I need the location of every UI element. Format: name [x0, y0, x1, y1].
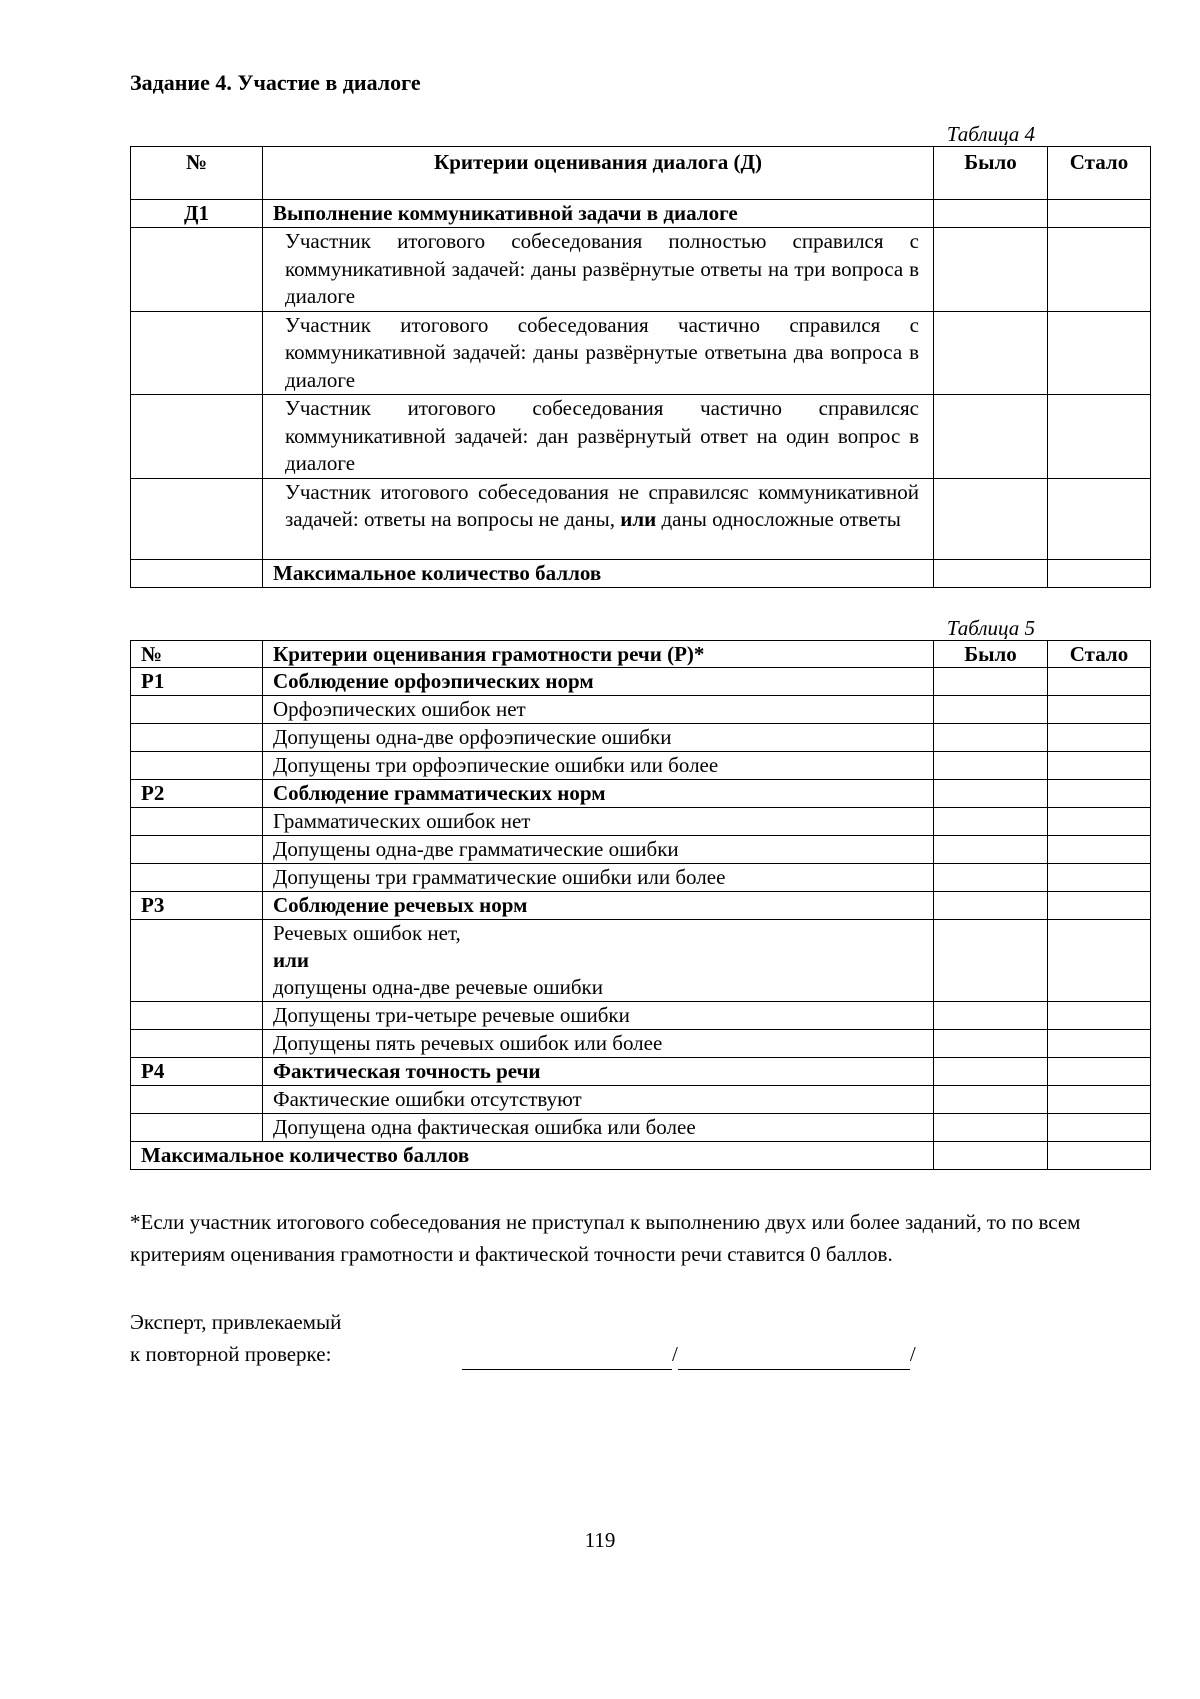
table4-header-was: Было: [934, 147, 1048, 200]
table4-cell-num: [131, 559, 263, 587]
table5-cell-num: [131, 751, 263, 779]
table5-cell-was: [934, 1085, 1048, 1113]
table5-group-row: [131, 667, 1151, 695]
table4-cell-was: [934, 478, 1048, 559]
table5-item-row: [131, 695, 1151, 723]
table4-cell-now: [1048, 478, 1151, 559]
table5-cell-now: [1048, 751, 1151, 779]
table4-criterion-row: [131, 311, 1151, 395]
table5-cell-now: [1048, 891, 1151, 919]
table5-cell-num: [131, 1029, 263, 1057]
table4-section-row: [131, 200, 1151, 228]
table4-header-num: №: [131, 147, 263, 200]
table5-speech-criteria: [130, 640, 1151, 1170]
table5-item-text: Допущены пять речевых ошибок или более: [263, 1029, 934, 1057]
table5-header-was: Было: [934, 640, 1048, 667]
table5-header-now: Стало: [1048, 640, 1151, 667]
table5-cell-was: [934, 695, 1048, 723]
criterion-text-part: даны односложные ответы: [656, 507, 901, 532]
table5-cell-num: [131, 835, 263, 863]
document-page: [130, 70, 1150, 1376]
table5-cell-now: [1048, 919, 1151, 1001]
table4-cell-was: [934, 200, 1048, 228]
table4-cell-now: [1048, 559, 1151, 587]
expert-label-line2: к повторной проверке:: [130, 1341, 332, 1366]
table4-criterion-row: [131, 228, 1151, 312]
table5-header-num: №: [131, 640, 263, 667]
table5-item-row: [131, 863, 1151, 891]
table4-criterion-text: Участник итогового собеседования частично справилсяс коммуникативной задачей: дан развёрнутый ответ на один вопрос в диалоге: [263, 395, 934, 479]
table5-item-row: [131, 1029, 1151, 1057]
table5-cell-was: [934, 779, 1048, 807]
table4-header-criteria: Критерии оценивания диалога (Д): [263, 147, 934, 200]
table5-group-title: Соблюдение речевых норм: [263, 891, 934, 919]
table5-group-code: Р3: [131, 891, 263, 919]
table4-section-code: Д1: [131, 200, 263, 228]
table5-item-row: [131, 751, 1151, 779]
table5-item-text: Допущена одна фактическая ошибка или более: [263, 1113, 934, 1141]
table5-item-text: Допущены одна-две грамматические ошибки: [263, 835, 934, 863]
table5-cell-was: [934, 807, 1048, 835]
table5-item-row: [131, 723, 1151, 751]
table5-caption: Таблица 5: [946, 615, 1035, 640]
table5-item-row: [131, 1001, 1151, 1029]
table5-item-row: [131, 807, 1151, 835]
table5-cell-was: [934, 751, 1048, 779]
item-line: допущены одна-две речевые ошибки: [273, 974, 604, 999]
table5-cell-num: [131, 1085, 263, 1113]
name-field: [678, 1345, 910, 1370]
table4-cell-now: [1048, 311, 1151, 395]
table5-cell-num: [131, 807, 263, 835]
table5-cell-was: [934, 1113, 1048, 1141]
table4-cell-was: [934, 228, 1048, 312]
table5-item-text: Допущены три грамматические ошибки или более: [263, 863, 934, 891]
table4-cell-num: [131, 228, 263, 312]
table4-dialog-criteria: [130, 146, 1151, 588]
table5-group-title: Соблюдение грамматических норм: [263, 779, 934, 807]
table5-item-text: Фактические ошибки отсутствуют: [263, 1085, 934, 1113]
table5-cell-was: [934, 919, 1048, 1001]
table5-cell-num: [131, 919, 263, 1001]
table4-max-label: Максимальное количество баллов: [263, 559, 934, 587]
table5-cell-was: [934, 835, 1048, 863]
table5-cell-was: [934, 863, 1048, 891]
table5-item-text: Допущены три-четыре речевые ошибки: [263, 1001, 934, 1029]
table4-cell-was: [934, 395, 1048, 479]
table5-cell-now: [1048, 1085, 1151, 1113]
table5-item-row: [131, 1085, 1151, 1113]
table5-item-text: Допущены одна-две орфоэпические ошибки: [263, 723, 934, 751]
table4-cell-num: [131, 395, 263, 479]
table5-cell-now: [1048, 667, 1151, 695]
table5-max-row: [131, 1141, 1151, 1169]
table5-cell-was: [934, 1029, 1048, 1057]
table5-cell-was: [934, 723, 1048, 751]
table5-cell-now: [1048, 695, 1151, 723]
table4-header-now: Стало: [1048, 147, 1151, 200]
table5-header-row: [131, 640, 1151, 667]
table4-cell-now: [1048, 228, 1151, 312]
table5-cell-now: [1048, 1113, 1151, 1141]
table5-cell-now: [1048, 807, 1151, 835]
table4-section-title: Выполнение коммуникативной задачи в диалоге: [263, 200, 934, 228]
table5-max-label: Максимальное количество баллов: [131, 1141, 934, 1169]
table5-group-row: [131, 891, 1151, 919]
table4-cell-now: [1048, 395, 1151, 479]
criterion-text-or: или: [620, 507, 657, 532]
signature-field: [462, 1345, 672, 1370]
table4-criterion-text: [263, 478, 934, 559]
table5-item-row: [131, 835, 1151, 863]
table5-group-row: [131, 1057, 1151, 1085]
table4-max-row: [131, 559, 1151, 587]
footnote: *Если участник итогового собеседования не приступал к выполнению двух или более заданий, то по всем критериям оценивания грамотности и фактической точности речи ставится 0 баллов.: [130, 1209, 1081, 1266]
table5-group-row: [131, 779, 1151, 807]
table4-cell-num: [131, 311, 263, 395]
table4-criterion-text: Участник итогового собеседования частично справился с коммуникативной задачей: даны развёрнутые ответына два вопроса в диалоге: [263, 311, 934, 395]
table5-cell-now: [1048, 723, 1151, 751]
table4-criterion-row: [131, 395, 1151, 479]
page-number: 119: [584, 1528, 616, 1552]
table5-cell-now: [1048, 1057, 1151, 1085]
table5-group-code: Р2: [131, 779, 263, 807]
table5-cell-now: [1048, 1001, 1151, 1029]
table5-cell-was: [934, 1141, 1048, 1169]
expert-signature-block: [130, 1306, 1150, 1376]
table5-cell-was: [934, 1001, 1048, 1029]
table4-criterion-text: Участник итогового собеседования полностью справился с коммуникативной задачей: даны развёрнутые ответы на три вопроса в диалоге: [263, 228, 934, 312]
table5-cell-num: [131, 695, 263, 723]
task-heading: Задание 4. Участие в диалоге: [130, 70, 421, 95]
table4-cell-num: [131, 478, 263, 559]
table5-header-criteria: Критерии оценивания грамотности речи (Р)*: [263, 640, 934, 667]
table5-cell-now: [1048, 835, 1151, 863]
table5-cell-num: [131, 1113, 263, 1141]
table5-item-row: [131, 1113, 1151, 1141]
table5-group-code: Р1: [131, 667, 263, 695]
table5-cell-was: [934, 1057, 1048, 1085]
table5-item-row: [131, 919, 1151, 1001]
expert-label-line1: Эксперт, привлекаемый: [130, 1309, 342, 1334]
signature-separator: /: [672, 1341, 678, 1366]
table5-cell-num: [131, 863, 263, 891]
signature-line: [462, 1338, 916, 1370]
table5-cell-was: [934, 667, 1048, 695]
table5-cell-now: [1048, 1029, 1151, 1057]
item-line: Речевых ошибок нет,: [273, 920, 461, 945]
table5-cell-num: [131, 1001, 263, 1029]
table5-item-text: Допущены три орфоэпические ошибки или более: [263, 751, 934, 779]
table5-group-title: Фактическая точность речи: [263, 1057, 934, 1085]
table5-item-text-multi: [263, 919, 934, 1001]
table4-criterion-row: [131, 478, 1151, 559]
table4-cell-was: [934, 311, 1048, 395]
table4-header-row: [131, 147, 1151, 200]
table5-cell-now: [1048, 779, 1151, 807]
signature-separator: /: [909, 1341, 916, 1366]
criterion-text-part: Участник итогового собеседования не справилсяс коммуникативной задачей: ответы на вопросы не даны,: [285, 479, 919, 532]
item-line-or: или: [273, 947, 309, 972]
table5-cell-now: [1048, 1141, 1151, 1169]
table5-item-text: Орфоэпических ошибок нет: [263, 695, 934, 723]
table4-cell-was: [934, 559, 1048, 587]
table5-cell-now: [1048, 863, 1151, 891]
table4-caption: Таблица 4: [946, 122, 1035, 147]
table4-cell-now: [1048, 200, 1151, 228]
table5-cell-num: [131, 723, 263, 751]
table5-group-title: Соблюдение орфоэпических норм: [263, 667, 934, 695]
table5-group-code: Р4: [131, 1057, 263, 1085]
table5-cell-was: [934, 891, 1048, 919]
table5-item-text: Грамматических ошибок нет: [263, 807, 934, 835]
